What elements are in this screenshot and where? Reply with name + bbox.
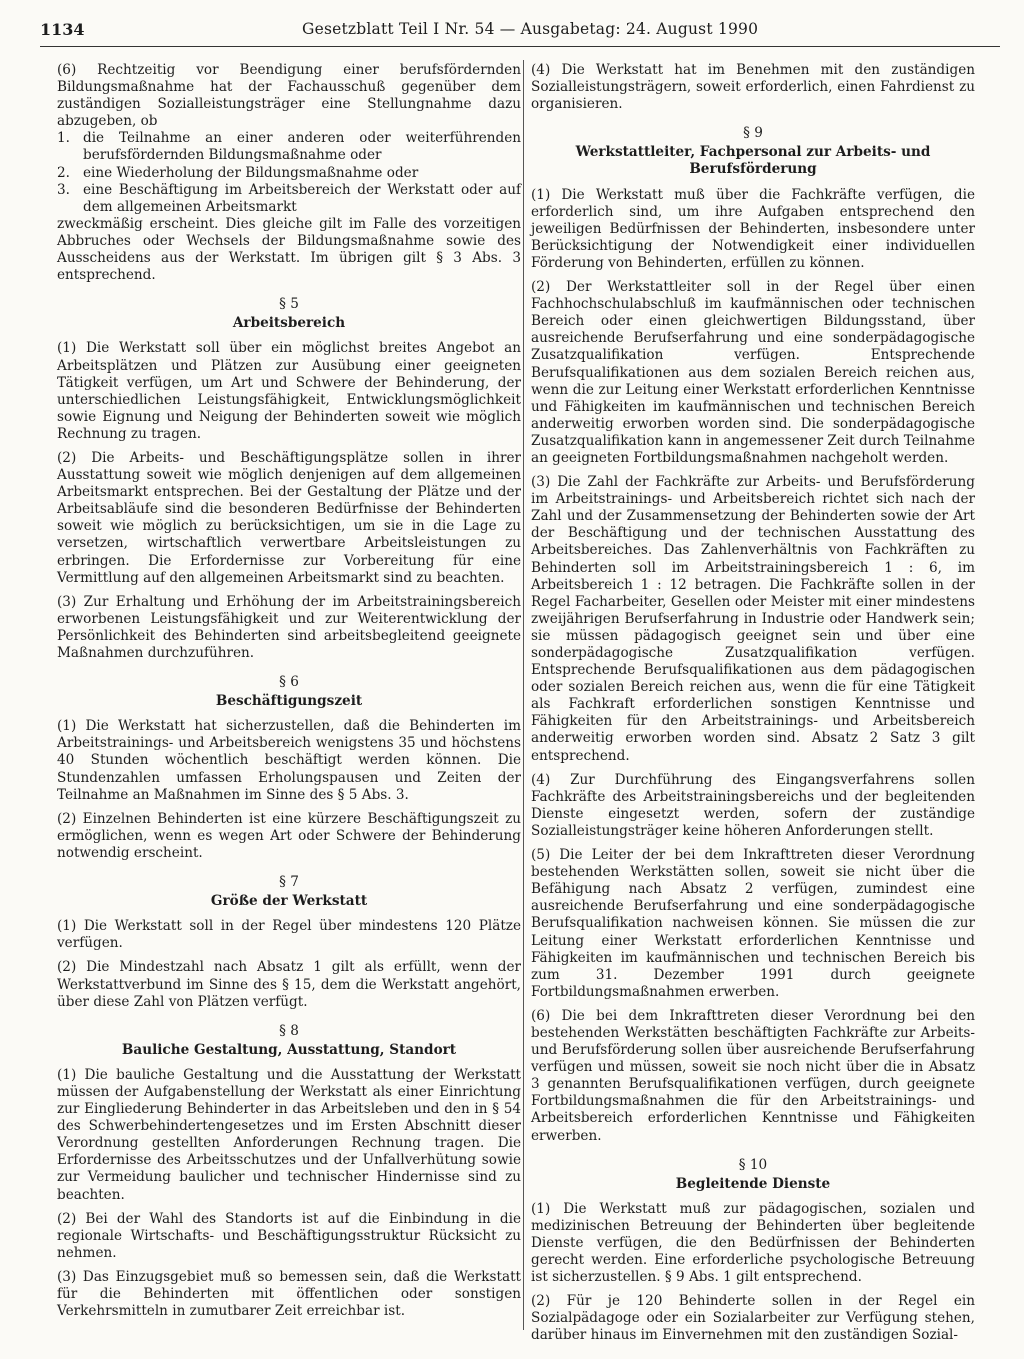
- paragraph: (6) Die bei dem Inkrafttreten dieser Verordnung bei den bestehenden Werkstätten beschäftigten Fachkräfte zur Arbeits- und Berufsförderung sollen über ausreichende Berufserfahrung verfügen und müssen, soweit sie noch nicht über die in Absatz 3 genannten Berufsqualifikationen verfügen, durch geeignete Fortbildungsmaßnahmen die für den Arbeitstrainings- und Arbeitsbereich erforderlichen Kenntnisse und Fähigkeiten erwerben.: [531, 1007, 975, 1144]
- section-number: § 9: [743, 125, 763, 142]
- list-item: [57, 165, 521, 182]
- section-title: Größe der Werkstatt: [210, 893, 368, 910]
- paragraph: (2) Die Arbeits- und Beschäftigungsplätze sollen in ihrer Ausstattung soweit wie möglich denjenigen auf dem allgemeinen Arbeitsmarkt entsprechen. Bei der Gestaltung der Plätze und der Arbeitsabläufe sind die besonderen Bedürfnisse der Behinderten soweit wie möglich zu berücksichtigen, um sie in die Lage zu versetzen, wirtschaftlich verwertbare Arbeitsleistungen zu erbringen. Die Erfordernisse zur Vorbereitung für eine Vermittlung auf den allgemeinen Arbeitsmarkt sind zu beachten.: [57, 449, 521, 586]
- section-number: § 5: [279, 296, 299, 313]
- section-number: § 7: [279, 874, 299, 891]
- list-number: 1.: [57, 130, 70, 147]
- list-number: 3.: [57, 181, 70, 198]
- paragraph: zweckmäßig erscheint. Dies gleiche gilt im Falle des vorzeitigen Abbruches oder Wechsels der Bildungsmaßnahme sowie des Ausscheidens aus der Werkstatt. Im übrigen gilt § 3 Abs. 3 entsprechend.: [57, 215, 521, 284]
- paragraph: (2) Bei der Wahl des Standorts ist auf die Einbindung in die regionale Wirtschafts- und Beschäftigungsstruktur Rücksicht zu nehmen.: [57, 1210, 521, 1261]
- left-column: [57, 62, 521, 1327]
- paragraph: (2) Der Werkstattleiter soll in der Regel über einen Fachhochschulabschluß im kaufmännischen oder technischen Bereich oder einen gleichwertigen Bildungsstand, über ausreichende Berufserfahrung und eine sonderpädagogische Zusatzqualifikation verfügen. Entsprechende Berufsqualifikationen aus dem sozialen Bereich reichen aus, wenn die zur Leitung einer Werkstatt erforderlichen Kenntnisse und Fähigkeiten im kaufmännischen und technischen Bereich anderweitig erworben worden sind. Die sonderpädagogische Zusatzqualifikation kann in angemessener Zeit durch Teilnahme an geeigneten Fortbildungsmaßnahmen nachgeholt werden.: [531, 279, 975, 466]
- paragraph: (3) Zur Erhaltung und Erhöhung der im Arbeitstrainingsbereich erworbenen Leistungsfähigkeit und zur Weiterentwicklung der Persönlichkeit des Behinderten sind arbeitsbegleitend geeignete Maßnahmen durchzuführen.: [57, 593, 521, 661]
- section-number: § 6: [279, 674, 299, 691]
- paragraph: (1) Die bauliche Gestaltung und die Ausstattung der Werkstatt müssen der Aufgabenstellung der Werkstatt als einer Einrichtung zur Eingliederung Behinderter in das Arbeitsleben und den in § 54 des Schwerbehindertengesetzes und im Ersten Abschnitt dieser Verordnung gestellten Anforderungen Rechnung tragen. Die Erfordernisse des Arbeitsschutzes und der Unfallverhütung sowie zur Vermeidung baulicher und technischer Hindernisse sind zu beachten.: [57, 1066, 521, 1203]
- section-title: Arbeitsbereich: [232, 315, 346, 332]
- numbered-list: [57, 130, 521, 215]
- page-number: 1134: [40, 20, 85, 39]
- column-divider: [523, 60, 524, 1330]
- section-number: § 10: [738, 1156, 768, 1173]
- page-header: [40, 12, 1000, 47]
- paragraph: (2) Einzelnen Behinderten ist eine kürzere Beschäftigungszeit zu ermöglichen, wenn es wegen Art oder Schwere der Behinderung notwendig erscheint.: [57, 810, 521, 861]
- section-title: Werkstattleiter, Fachpersonal zur Arbeits- und Berufsförderung: [575, 144, 931, 178]
- paragraph: (3) Das Einzugsgebiet muß so bemessen sein, daß die Werkstatt für die Behinderten mit öffentlichen oder sonstigen Verkehrsmitteln in zumutbarer Zeit erreichbar ist.: [57, 1268, 521, 1320]
- paragraph: (1) Die Werkstatt muß zur pädagogischen, sozialen und medizinischen Betreuung der Behinderten über begleitende Dienste verfügen, die den Bedürfnissen der Behinderten gerecht werden. Eine erforderliche psychologische Betreuung ist sicherzustellen. § 9 Abs. 1 gilt entsprechend.: [531, 1200, 975, 1286]
- list-item: [57, 130, 521, 164]
- paragraph: (5) Die Leiter der bei dem Inkrafttreten dieser Verordnung bestehenden Werkstätten sollen, soweit sie nicht über die Befähigung nach Absatz 2 verfügen, zumindest eine ausreichende Berufserfahrung und eine sonderpädagogische Berufsqualifikation nachweisen können. Sie müssen die zur Leitung einer Werkstatt erforderlichen Kenntnisse und Fähigkeiten im kaufmännischen und technischen Bereich bis zum 31. Dezember 1991 durch geeignete Fortbildungsmaßnahmen erwerben.: [531, 847, 975, 1000]
- paragraph: (1) Die Werkstatt soll über ein möglichst breites Angebot an Arbeitsplätzen und Plätzen zur Ausübung einer geeigneten Tätigkeit verfügen, um Art und Schwere der Behinderung, der unterschiedlichen Leistungsfähigkeit, Entwicklungsmöglichkeit sowie Eignung und Neigung der Behinderten soweit wie möglich Rechnung zu tragen.: [57, 340, 521, 442]
- list-text: eine Wiederholung der Bildungsmaßnahme oder: [83, 164, 419, 181]
- paragraph: (3) Die Zahl der Fachkräfte zur Arbeits- und Berufsförderung im Arbeitstrainings- und Arbeitsbereich richtet sich nach der Zahl und der Zusammensetzung der Behinderten sowie der Art der Beschäftigung und der technischen Ausstattung des Arbeitsbereiches. Das Zahlenverhältnis von Fachkräften zu Behinderten soll im Arbeitstrainingsbereich 1 : 6, im Arbeitsbereich 1 : 12 betragen. Die Fachkräfte sollen in der Regel Facharbeiter, Gesellen oder Meister mit einer mindestens zweijährigen Berufserfahrung in Industrie oder Handwerk sein; sie müssen pädagogisch geeignet sein und über eine sonderpädagogische Zusatzqualifikation verfügen. Entsprechende Berufsqualifikationen aus dem pädagogischen oder sozialen Bereich reichen aus, wenn die für eine Tätigkeit als Fachkraft erforderlichen sonstigen Kenntnisse und Fähigkeiten für den Arbeitstrainings- und Arbeitsbereich anderweitig erworben worden sind. Absatz 2 Satz 3 gilt entsprechend.: [531, 474, 975, 764]
- paragraph: (4) Zur Durchführung des Eingangsverfahrens sollen Fachkräfte des Arbeitstrainingsbereichs und der begleitenden Dienste eingesetzt werden, sofern der zuständige Sozialleistungsträger keine höheren Anforderungen stellt.: [531, 771, 975, 839]
- paragraph: (2) Für je 120 Behinderte sollen in der Regel ein Sozialpädagoge oder ein Sozialarbeiter zur Verfügung stehen, darüber hinaus im Einvernehmen mit den zuständigen Sozial-: [531, 1293, 975, 1344]
- paragraph: (6) Rechtzeitig vor Beendigung einer berufsfördernden Bildungsmaßnahme hat der Fachausschuß gegenüber dem zuständigen Sozialleistungsträger eine Stellungnahme dazu abzugeben, ob: [57, 62, 521, 130]
- paragraph: (2) Die Mindestzahl nach Absatz 1 gilt als erfüllt, wenn der Werkstattverbund im Sinne des § 15, dem die Werkstatt angehört, über diese Zahl von Plätzen verfügt.: [57, 959, 521, 1010]
- paragraph: (1) Die Werkstatt hat sicherzustellen, daß die Behinderten im Arbeitstrainings- und Arbeitsbereich wenigstens 35 und höchstens 40 Stunden wöchentlich beschäftigt werden können. Die Stundenzahlen umfassen Erholungspausen und Zeiten der Teilnahme an Maßnahmen im Sinne des § 5 Abs. 3.: [57, 718, 521, 803]
- paragraph: (1) Die Werkstatt soll in der Regel über mindestens 120 Plätze verfügen.: [57, 918, 521, 952]
- right-column: [531, 62, 975, 1352]
- list-item: [57, 182, 521, 216]
- list-number: 2.: [57, 164, 70, 181]
- list-text: die Teilnahme an einer anderen oder weiterführenden berufsfördernden Bildungsmaßnahme oder: [83, 130, 521, 164]
- gazette-title: Gesetzblatt Teil I Nr. 54 — Ausgabetag: 24. August 1990: [302, 20, 759, 38]
- list-text: eine Beschäftigung im Arbeitsbereich der Werkstatt oder auf dem allgemeinen Arbeitsmarkt: [83, 181, 521, 215]
- section-number: § 8: [279, 1022, 299, 1039]
- section-title: Beschäftigungszeit: [215, 693, 363, 710]
- section-title: Begleitende Dienste: [675, 1175, 831, 1192]
- paragraph: (4) Die Werkstatt hat im Benehmen mit den zuständigen Sozialleistungsträgern, soweit erforderlich, einen Fahrdienst zu organisieren.: [531, 62, 975, 113]
- paragraph: (1) Die Werkstatt muß über die Fachkräfte verfügen, die erforderlich sind, um ihre Aufgaben entsprechend den jeweiligen Bedürfnissen der Behinderten, insbesondere unter Berücksichtigung der Notwendigkeit einer individuellen Förderung von Behinderten, erfüllen zu können.: [531, 186, 975, 271]
- section-title: Bauliche Gestaltung, Ausstattung, Standort: [121, 1041, 457, 1058]
